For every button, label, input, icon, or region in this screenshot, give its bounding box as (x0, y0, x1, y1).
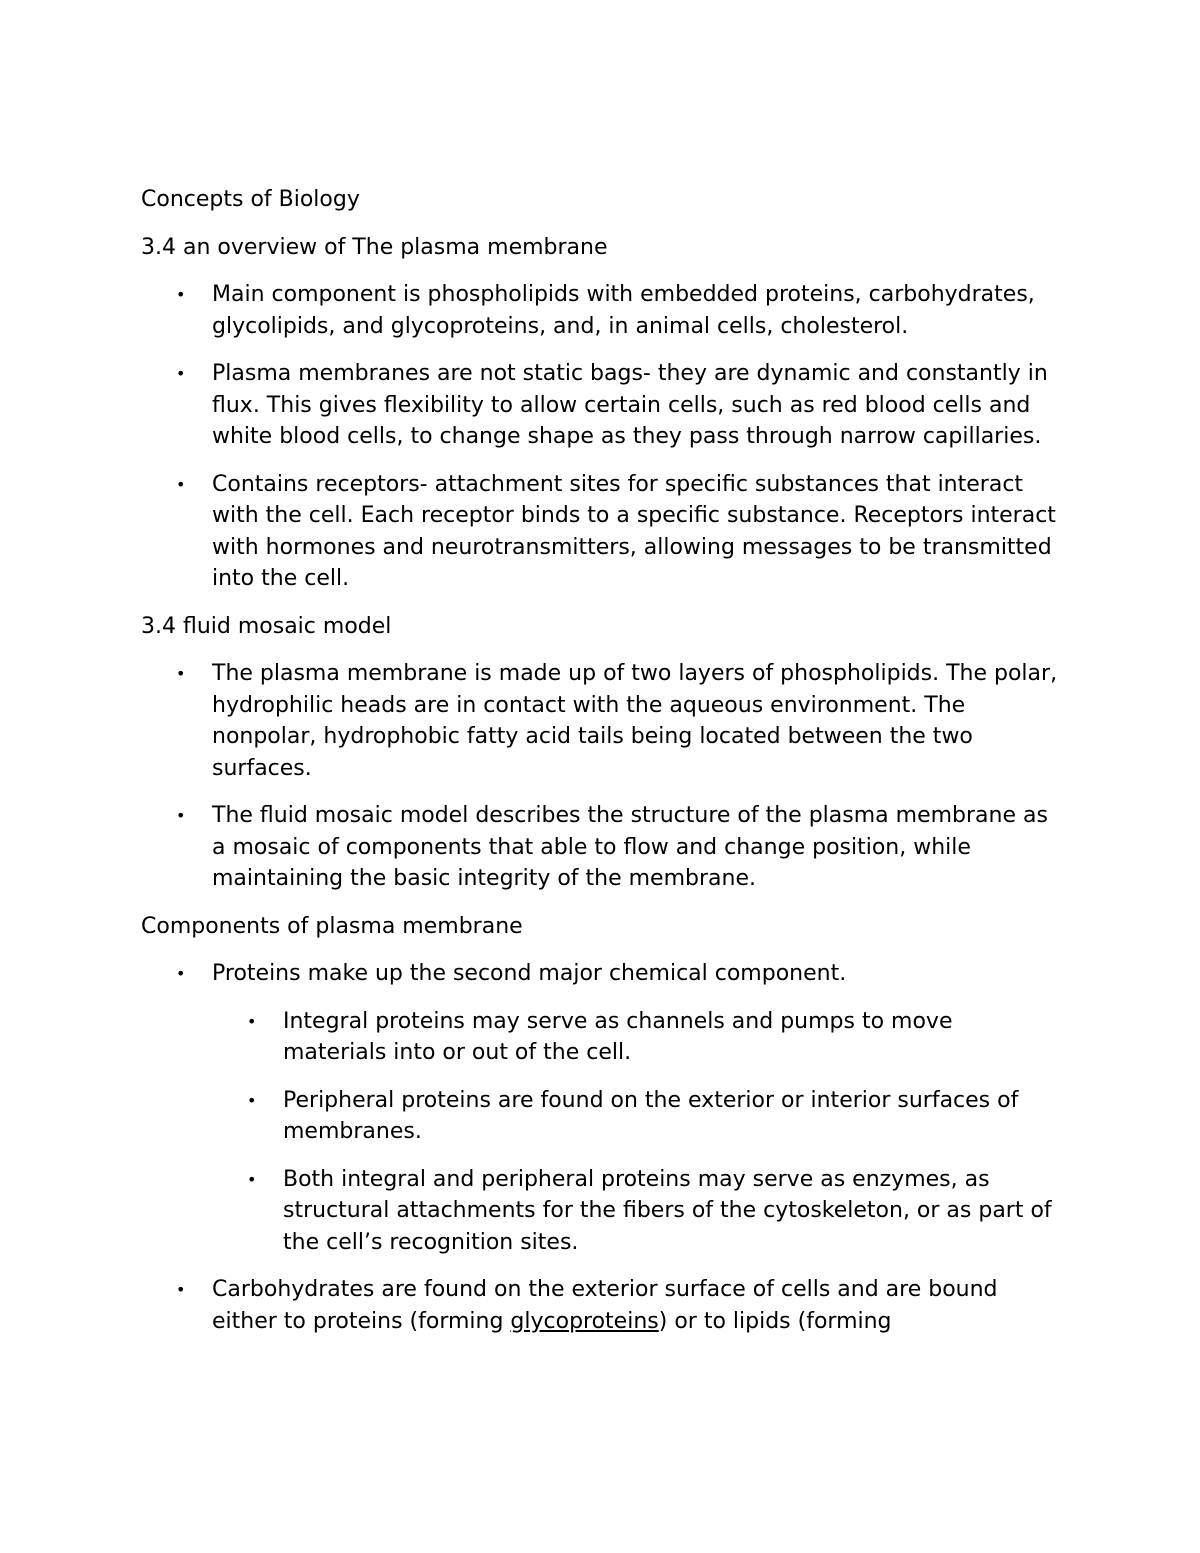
overview-list (141, 279, 1061, 595)
fluid-mosaic-list (141, 658, 1061, 895)
list-item-text: Main component is phospholipids with embedded proteins, carbohydrates, glycolipids, and glycoproteins, and, in animal cells, cholesterol. (212, 282, 1035, 339)
bullet-icon: • (176, 364, 186, 383)
bullet-icon: • (176, 1280, 186, 1299)
section-heading-overview: 3.4 an overview of The plasma membrane (141, 234, 608, 260)
list-item (141, 279, 1061, 342)
list-item (141, 800, 1061, 895)
list-item-text: The fluid mosaic model describes the structure of the plasma membrane as a mosaic of components that able to flow and change position, while maintaining the basic integrity of the membrane. (212, 803, 1048, 891)
sub-list-item-text: Both integral and peripheral proteins may serve as enzymes, as structural attachments for the fibers of the cytoskeleton, or as part of the cell’s recognition sites. (283, 1166, 1052, 1255)
bullet-icon: • (176, 474, 186, 494)
components-list (141, 958, 1061, 1337)
list-item-text: Contains receptors- attachment sites for specific substances that interact with the cell. Each receptor binds to a specific substance. Receptors interact with hormones and neurotransmitters, allowing messages to be transmitted into the cell. (212, 471, 1056, 591)
section-heading-fluid-mosaic: 3.4 fluid mosaic model (141, 613, 392, 639)
document-title: Concepts of Biology (141, 187, 360, 212)
list-item-text: The plasma membrane is made up of two layers of phospholipids. The polar, hydrophilic heads are in contact with the aqueous environment. The nonpolar, hydrophobic fatty acid tails being located between the two surfaces. (212, 661, 1058, 781)
section-heading-components: Components of plasma membrane (141, 913, 523, 939)
bullet-icon: • (176, 964, 186, 983)
bullet-icon: • (176, 806, 186, 825)
bullet-icon: • (247, 1011, 257, 1031)
list-item-text-before-link: Carbohydrates are found on the exterior surface of cells and are bound either to proteins (forming (212, 1277, 998, 1334)
glycoproteins-link[interactable]: glycoproteins (510, 1308, 659, 1334)
bullet-icon: • (176, 664, 186, 683)
list-item-text-after-link: ) or to lipids (forming (658, 1308, 892, 1334)
bullet-icon: • (176, 285, 186, 304)
sub-list-item-text: Integral proteins may serve as channels and pumps to move materials into or out of the cell. (283, 1008, 953, 1065)
sub-list-item-text: Peripheral proteins are found on the exterior or interior surfaces of membranes. (283, 1087, 1019, 1144)
list-item (141, 658, 1061, 784)
sub-list-item (212, 1085, 1061, 1148)
list-item (141, 358, 1061, 453)
sub-list-item (212, 1164, 1061, 1259)
proteins-sublist (212, 1006, 1061, 1259)
bullet-icon: • (247, 1090, 257, 1110)
document-body (141, 184, 1061, 1353)
list-item (141, 1274, 1061, 1337)
list-item (141, 469, 1061, 595)
bullet-icon: • (247, 1169, 257, 1189)
list-item (141, 958, 1061, 1258)
list-item-text: Proteins make up the second major chemical component. (212, 961, 847, 986)
list-item-text: Plasma membranes are not static bags- they are dynamic and constantly in flux. This gives flexibility to allow certain cells, such as red blood cells and white blood cells, to change shape as they pass through narrow capillaries. (212, 361, 1048, 449)
sub-list-item (212, 1006, 1061, 1069)
